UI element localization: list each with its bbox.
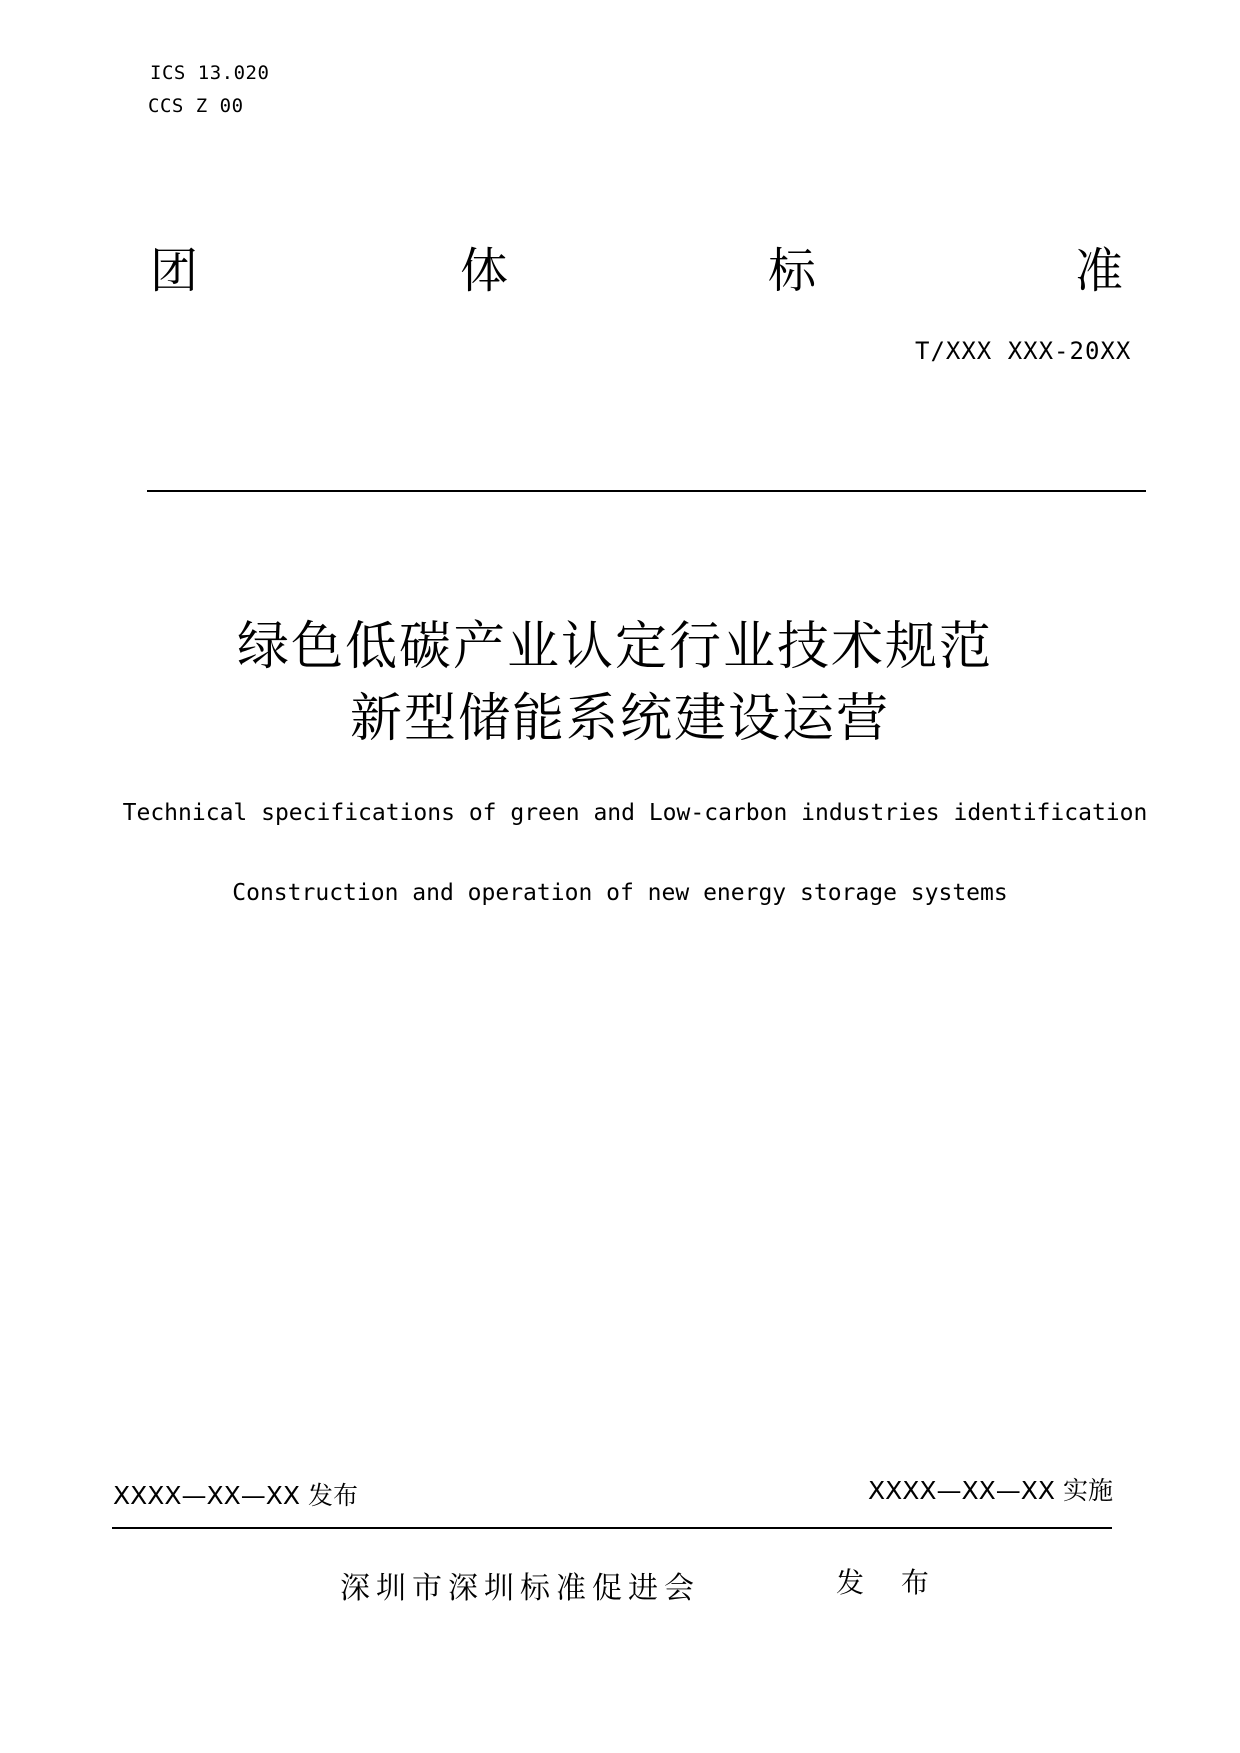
publisher-name: 深圳市深圳标准促进会 [340, 1571, 700, 1606]
standard-type-char: 准 [1075, 243, 1124, 299]
chinese-title-line-1: 绿色低碳产业认定行业技术规范 [236, 617, 993, 677]
standard-type-char: 团 [150, 243, 199, 299]
ics-code: ICS 13.020 [150, 62, 270, 84]
standard-type-char: 体 [460, 243, 509, 299]
standard-type-char: 标 [768, 243, 817, 299]
standard-number: T/XXX XXX-20XX [915, 337, 1132, 365]
ccs-code: CCS Z 00 [148, 95, 244, 117]
english-title-line-1: Technical specifications of green and Low-carbon industries identification [122, 800, 1148, 826]
publish-label: 发 布 [836, 1566, 943, 1599]
english-title-line-2: Construction and operation of new energy storage systems [232, 880, 1008, 906]
chinese-title-line-2: 新型储能系统建设运营 [349, 689, 890, 749]
bottom-divider [112, 1527, 1112, 1529]
top-divider [147, 490, 1146, 492]
implementation-date: XXXX—XX—XX 实施 [868, 1476, 1113, 1505]
publish-date: XXXX—XX—XX 发布 [113, 1481, 358, 1510]
